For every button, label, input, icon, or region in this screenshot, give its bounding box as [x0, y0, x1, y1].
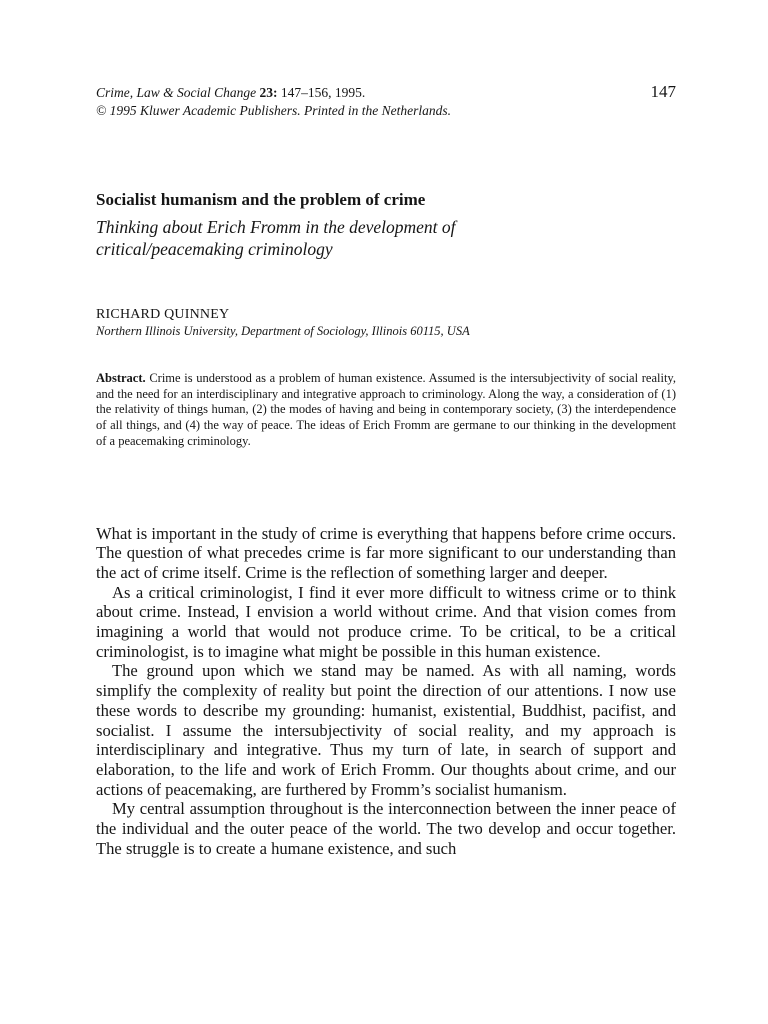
journal-pages-year: 147–156, 1995. — [277, 85, 366, 100]
abstract-text: Crime is understood as a problem of human existence. Assumed is the intersubjectivity of social reality, and the need for an interdisciplinary and integrative approach to criminology. Along the way, a consideration of (1) the relativity of things human, (2) the modes of having and being in contemporary society, (3) the interdependence of all things, and (4) the way of peace. The ideas of Erich Fromm are germane to our thinking in the development of a peacemaking criminology. — [96, 371, 676, 448]
author-name: RICHARD QUINNEY — [96, 307, 230, 322]
journal-header — [96, 84, 676, 120]
journal-name: Crime, Law & Social Change — [96, 85, 257, 100]
body-paragraph: What is important in the study of crime is everything that happens before crime occurs. The question of what precedes crime is far more significant to our understanding than the act of crime itself. Crime is the reflection of something larger and deeper. — [96, 523, 676, 582]
body-paragraph: My central assumption throughout is the interconnection between the inner peace of the individual and the outer peace of the world. The two develop and occur together. The struggle is to create a humane existence, and such — [96, 799, 676, 858]
abstract — [96, 371, 676, 450]
author-affiliation: Northern Illinois University, Department of Sociology, Illinois 60115, USA — [96, 324, 470, 338]
article-subtitle: Thinking about Erich Fromm in the development of critical/peacemaking criminology — [96, 217, 456, 259]
paper-page — [96, 84, 676, 858]
abstract-label: Abstract. — [96, 371, 146, 385]
body-paragraph: As a critical criminologist, I find it ever more difficult to witness crime or to think about crime. Instead, I envision a world without crime. And that vision comes from imagining a world that would not produce crime. To be critical, to be a critical criminologist, is to imagine what might be possible in this human existence. — [96, 582, 676, 661]
journal-volume: 23: — [259, 85, 278, 100]
body-paragraph: The ground upon which we stand may be named. As with all naming, words simplify the complexity of reality but point the direction of our attentions. I now use these words to describe my grounding: humanist, existential, Buddhist, pacifist, and socialist. I assume the intersubjectivity of social reality, and my approach is interdisciplinary and integrative. Thus my turn of late, in search of support and elaboration, to the life and work of Erich Fromm. Our thoughts about crime, and our actions of peacemaking, are furthered by Fromm’s socialist humanism. — [96, 661, 676, 799]
body-text — [96, 524, 676, 859]
copyright-line: © 1995 Kluwer Academic Publishers. Printed in the Netherlands. — [96, 103, 451, 118]
page-number: 147 — [650, 82, 676, 101]
citation-line — [96, 84, 676, 102]
article-title: Socialist humanism and the problem of crime — [96, 190, 426, 209]
